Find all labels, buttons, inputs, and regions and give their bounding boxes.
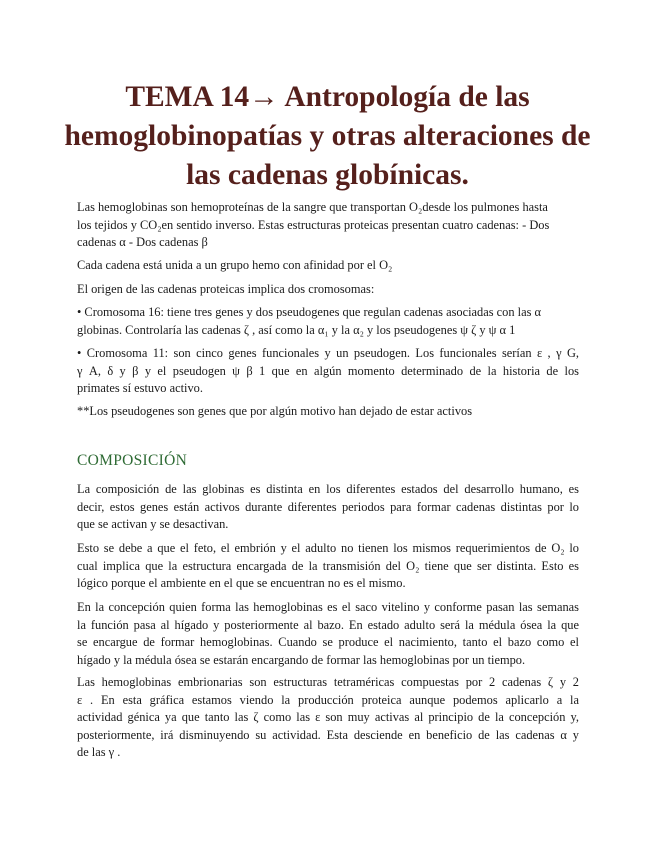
text-line: La composición de las globinas es distinta en los diferentes estados del desarrollo humano, es bbox=[77, 482, 579, 496]
text-line: posteriormente, irá disminuyendo su actividad. Esta desciende en beneficio de las cadenas α y bbox=[77, 727, 579, 742]
text-line: decir, estos genes están activos durante diferentes periodos para formar cadenas distintas por lo bbox=[77, 499, 579, 514]
text-line: Esto se debe a que el feto, el embrión y el adulto no tienen los mismos requerimientos de O₂ lo bbox=[77, 541, 579, 555]
composition-paragraph-1 bbox=[77, 481, 579, 534]
text-line: lógico porque el ambiente en el que se encuentran no es el mismo. bbox=[77, 576, 406, 590]
text-line: Las hemoglobinas embrionarias son estructuras tetraméricas compuestas por 2 cadenas ζ y 2 bbox=[77, 675, 579, 689]
text-line: • Cromosoma 16: tiene tres genes y dos pseudogenes que regulan cadenas asociadas con las α bbox=[77, 305, 541, 319]
title-line-2: hemoglobinopatías y otras alteraciones de bbox=[64, 120, 591, 152]
text-line: cadenas α - Dos cadenas β bbox=[77, 235, 208, 249]
chromosome-11-item bbox=[77, 345, 579, 398]
text-line: que se activan y se desactivan. bbox=[77, 517, 229, 531]
text-line: **Los pseudogenes son genes que por algún motivo han dejado de estar activos bbox=[77, 404, 473, 418]
title-line-1: TEMA 14→ Antropología de las bbox=[125, 81, 530, 113]
text-line: los tejidos y CO₂en sentido inverso. Estas estructuras proteicas presentan cuatro cadenas: - Dos bbox=[77, 217, 550, 232]
text-line: ε . En esta gráfica estamos viendo la producción proteica aunque podemos aplicarlo a la bbox=[77, 692, 579, 707]
pseudogene-note bbox=[77, 403, 579, 421]
text-line: primates sí estuvo activo. bbox=[77, 381, 203, 395]
composition-paragraph-4 bbox=[77, 674, 579, 762]
text-line: cual implica que la estructura encargada de la transmisión del O₂ tiene que ser distinta. Esto es bbox=[77, 558, 579, 573]
text-line: actividad génica ya que tanto las ζ como las ε son muy activas al principio de la concepción y, bbox=[77, 710, 579, 724]
text-line: En la concepción quien forma las hemoglobinas es el saco vitelino y conforme pasan las semanas bbox=[77, 600, 579, 614]
composition-paragraph-3 bbox=[77, 599, 579, 669]
text-line: • Cromosoma 11: son cinco genes funcionales y un pseudogen. Los funcionales serían ε , γ G, bbox=[77, 346, 579, 360]
hemo-paragraph bbox=[77, 257, 579, 275]
text-line: globinas. Controlaría las cadenas ζ , así como la α₁ y la α₂ y los pseudogenes ψ ζ y ψ α 1 bbox=[77, 322, 516, 337]
text-line: se encargue de formar hemoglobinas. Cuando se produce el nacimiento, tanto el bazo como el bbox=[77, 635, 579, 649]
section-heading-composicion: COMPOSICIÓN bbox=[77, 452, 188, 469]
text-line: la función pasa al hígado y posteriormente al bazo. En estado adulto será la médula ósea la que bbox=[77, 617, 579, 632]
text-line: Las hemoglobinas son hemoproteínas de la sangre que transportan O₂desde los pulmones hasta bbox=[77, 200, 548, 214]
text-line: Cada cadena está unida a un grupo hemo con afinidad por el O₂ bbox=[77, 258, 393, 272]
text-line: El origen de las cadenas proteicas implica dos cromosomas: bbox=[77, 282, 375, 296]
title-line-3: las cadenas globínicas. bbox=[186, 159, 469, 191]
text-line: hígado y la médula ósea se estarán encargando de formar las hemoglobinas por un tiempo. bbox=[77, 652, 526, 667]
text-line: γ A, δ y β y el pseudogen ψ β 1 que en algún momento determinado de la historia de los bbox=[77, 363, 579, 378]
text-line: de las γ . bbox=[77, 745, 121, 759]
page-title bbox=[60, 78, 595, 195]
composition-paragraph-2 bbox=[77, 540, 579, 593]
chromosome-16-item bbox=[77, 304, 579, 339]
origin-paragraph bbox=[77, 281, 579, 299]
intro-paragraph bbox=[77, 199, 579, 252]
